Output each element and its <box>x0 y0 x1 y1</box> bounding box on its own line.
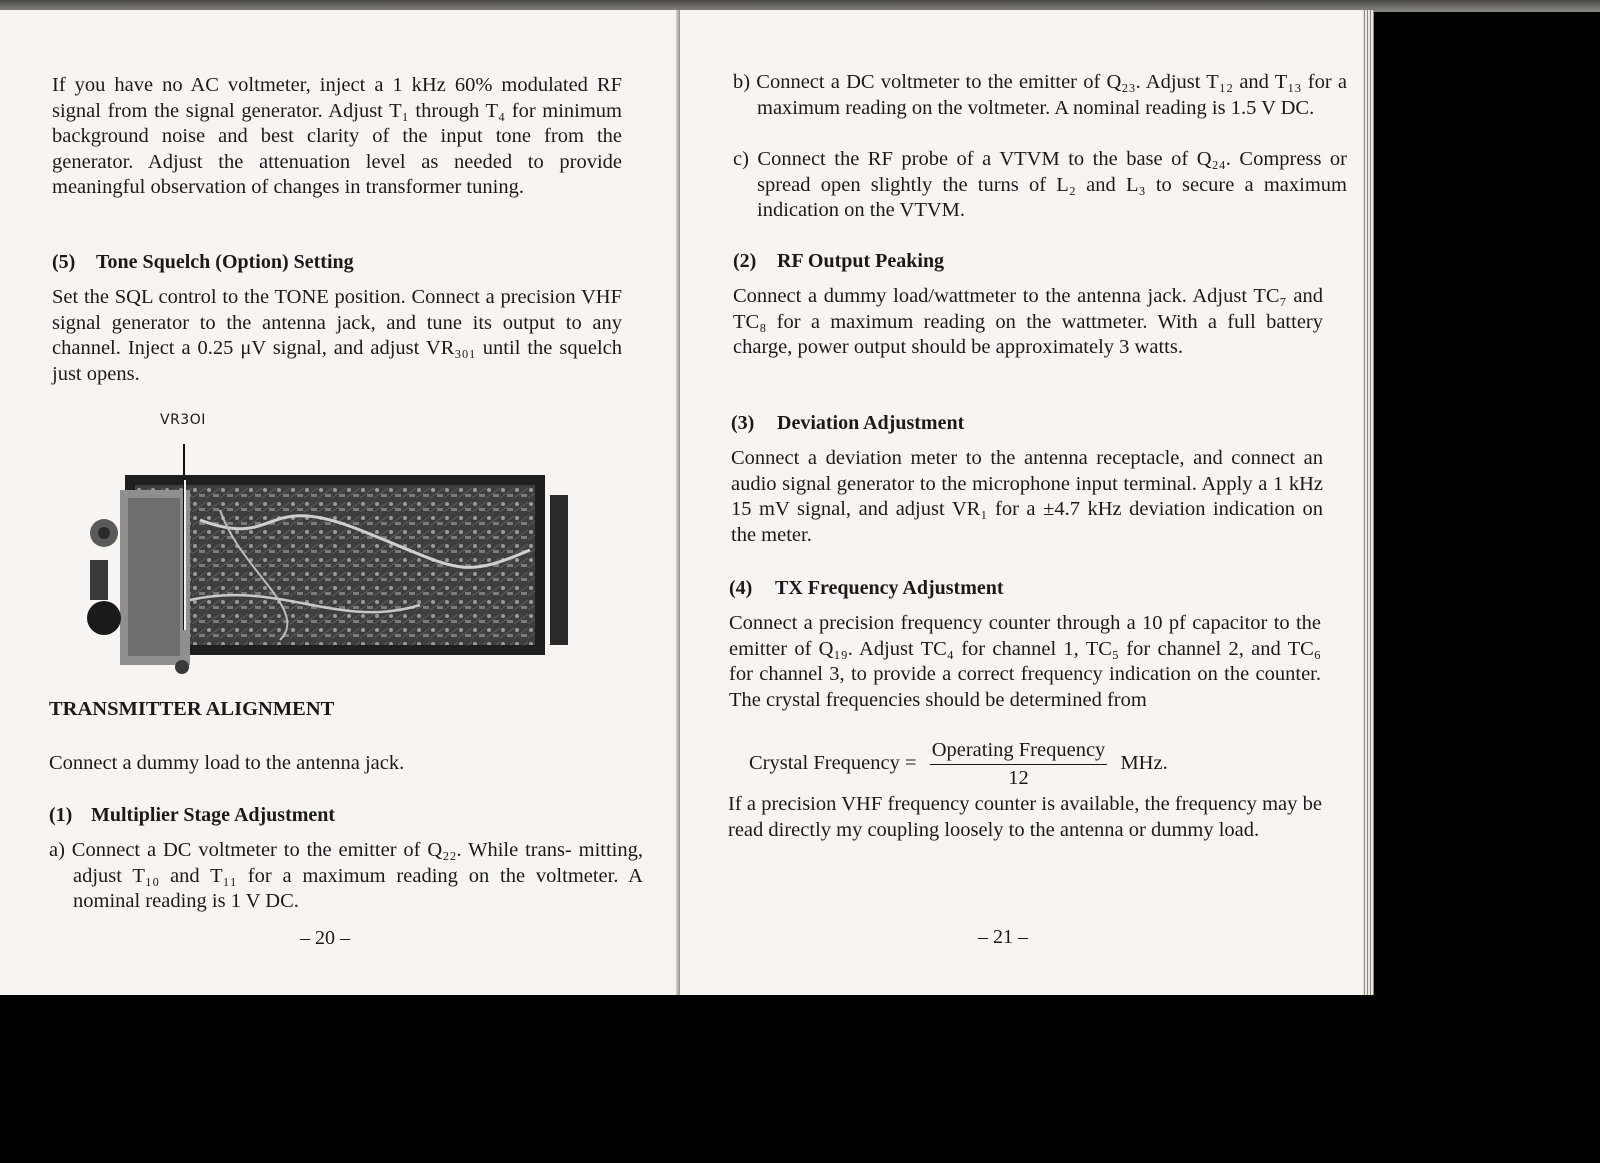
section-4-after-formula: If a precision VHF frequency counter is available, the frequency may be read directly my coupling loosely to the antenna or dummy load. <box>728 793 1322 841</box>
section-4-title: TX Frequency Adjustment <box>775 577 1004 599</box>
section-1-item-c: c) Connect the RF probe of a VTVM to the base of Q₂₄. Compress or spread open slightly the turns of L₂ and L₃ to secure a maximum indication on the VTVM. <box>733 148 1347 221</box>
section-3-number: (3) <box>731 412 755 434</box>
section-1-item-a: a) Connect a DC voltmeter to the emitter of Q₂₂. While trans- mitting, adjust T₁₀ and T₁₁ for a maximum reading on the voltmeter. A nominal reading is 1 V DC. <box>49 839 643 912</box>
radio-circuit-board-photo <box>80 430 570 690</box>
section-3-body: Connect a deviation meter to the antenna receptacle, and connect an audio signal generator to the microphone input terminal. Apply a 1 kHz 15 mV signal, and adjust VR₁ for a ±4.7 kHz deviation indication on the meter. <box>731 447 1323 546</box>
page-edges <box>1362 10 1374 995</box>
section-4-number: (4) <box>729 577 753 599</box>
formula-numerator: Operating Frequency <box>930 739 1108 765</box>
section-4-body: Connect a precision frequency counter through a 10 pf capacitor to the emitter of Q₁₉. Adjust TC₄ for channel 1, TC₅ for channel 2, and TC₆ for channel 3, to provide a correct frequency indication on the counter. The crystal frequencies should be determined from <box>729 612 1321 711</box>
crystal-frequency-formula <box>749 739 1168 790</box>
formula-fraction <box>930 739 1108 790</box>
section-3-heading <box>731 412 964 435</box>
page-number-left: – 20 – <box>300 927 350 949</box>
page-number-right: – 21 – <box>978 926 1028 948</box>
section-4-heading <box>729 577 1004 600</box>
section-5-heading <box>52 251 354 274</box>
formula-lhs: Crystal Frequency = <box>749 752 917 775</box>
section-1-number: (1) <box>49 804 73 826</box>
right-page <box>680 10 1362 995</box>
left-page <box>0 10 680 995</box>
section-1-heading <box>49 804 335 827</box>
section-3-title: Deviation Adjustment <box>777 412 965 434</box>
section-2-number: (2) <box>733 250 757 272</box>
section-2-body: Connect a dummy load/wattmeter to the antenna jack. Adjust TC₇ and TC₈ for a maximum reading on the wattmeter. With a full battery charge, power output should be approximately 3 watts. <box>733 285 1323 358</box>
formula-denominator: 12 <box>1008 767 1029 789</box>
section-5-title: Tone Squelch (Option) Setting <box>96 251 354 273</box>
section-1-title: Multiplier Stage Adjustment <box>91 804 336 826</box>
section-5-body: Set the SQL control to the TONE position. Connect a precision VHF signal generator to the antenna jack, and tune its output to any channel. Inject a 0.25 μV signal, and adjust VR₃₀₁ until the squelch just opens. <box>52 286 622 385</box>
transmitter-alignment-body: Connect a dummy load to the antenna jack. <box>49 752 405 774</box>
section-1-item-b: b) Connect a DC voltmeter to the emitter of Q₂₃. Adjust T₁₂ and T₁₃ for a maximum reading on the voltmeter. A nominal reading is 1.5 V DC. <box>733 71 1347 119</box>
section-2-heading <box>733 250 944 273</box>
section-2-title: RF Output Peaking <box>777 250 945 272</box>
section-5-number: (5) <box>52 251 76 273</box>
transmitter-alignment-heading: TRANSMITTER ALIGNMENT <box>49 698 335 720</box>
photo-label-vr301: VR3OI <box>160 412 206 428</box>
intro-paragraph: If you have no AC voltmeter, inject a 1 kHz 60% modulated RF signal from the signal generator. Adjust T₁ through T₄ for minimum background noise and best clarity of the input tone from the generator. Adjust the attenuation level as needed to provide meaningful observation of changes in transformer tuning. <box>52 74 622 198</box>
formula-unit: MHz. <box>1120 752 1168 775</box>
